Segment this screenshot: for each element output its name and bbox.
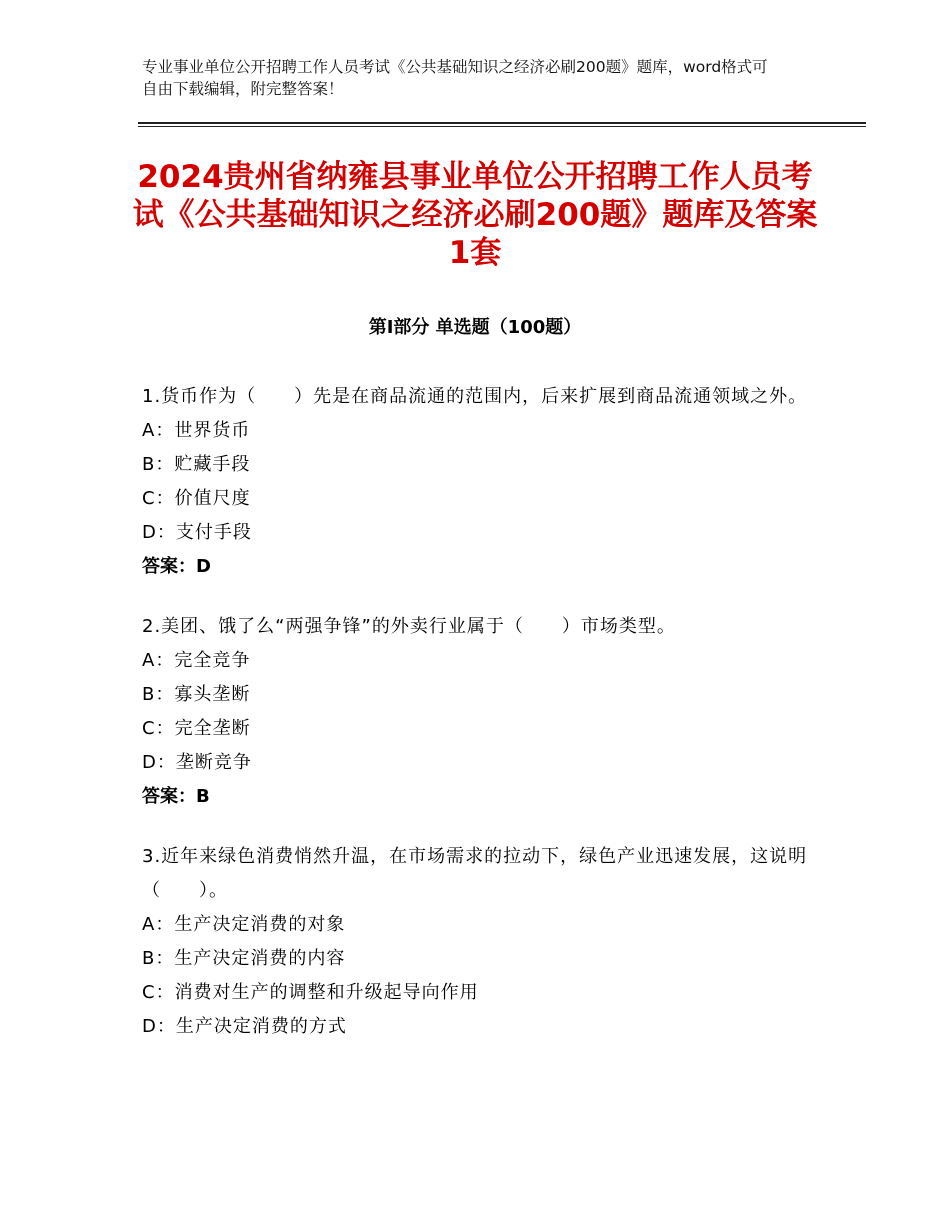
question-list xyxy=(142,380,814,1070)
answer: 答案：B xyxy=(142,786,210,807)
option-c: C：完全垄断 xyxy=(142,718,251,739)
option-b: B：寡头垄断 xyxy=(142,684,251,705)
question-stem: 2.美团、饿了么“两强争锋”的外卖行业属于（ ）市场类型。 xyxy=(142,616,676,637)
question-stem: 1.货币作为（ ）先是在商品流通的范围内，后来扩展到商品流通领域之外。 xyxy=(142,386,808,407)
option-d: D：垄断竞争 xyxy=(142,752,252,773)
question-3 xyxy=(142,840,814,1044)
option-a: A：世界货币 xyxy=(142,420,251,441)
question-1 xyxy=(142,380,814,584)
option-a: A：生产决定消费的对象 xyxy=(142,914,346,935)
option-a: A：完全竞争 xyxy=(142,650,251,671)
option-b: B：贮藏手段 xyxy=(142,454,251,475)
section-title: 第I部分 单选题（100题） xyxy=(368,317,582,338)
question-stem: 3.近年来绿色消费悄然升温，在市场需求的拉动下，绿色产业迅速发展，这说明（ ）。 xyxy=(142,846,808,901)
header-divider xyxy=(138,122,866,124)
header-note: 专业事业单位公开招聘工作人员考试《公共基础知识之经济必刷200题》题库，word格式可自由下载编辑，附完整答案！ xyxy=(142,58,768,98)
option-b: B：生产决定消费的内容 xyxy=(142,948,346,969)
document-title: 2024贵州省纳雍县事业单位公开招聘工作人员考试《公共基础知识之经济必刷200题》题库及答案1套 xyxy=(132,159,818,271)
answer: 答案：D xyxy=(142,556,211,577)
question-2 xyxy=(142,610,814,814)
option-d: D：支付手段 xyxy=(142,522,252,543)
option-c: C：消费对生产的调整和升级起导向作用 xyxy=(142,982,479,1003)
option-c: C：价值尺度 xyxy=(142,488,251,509)
option-d: D：生产决定消费的方式 xyxy=(142,1016,347,1037)
